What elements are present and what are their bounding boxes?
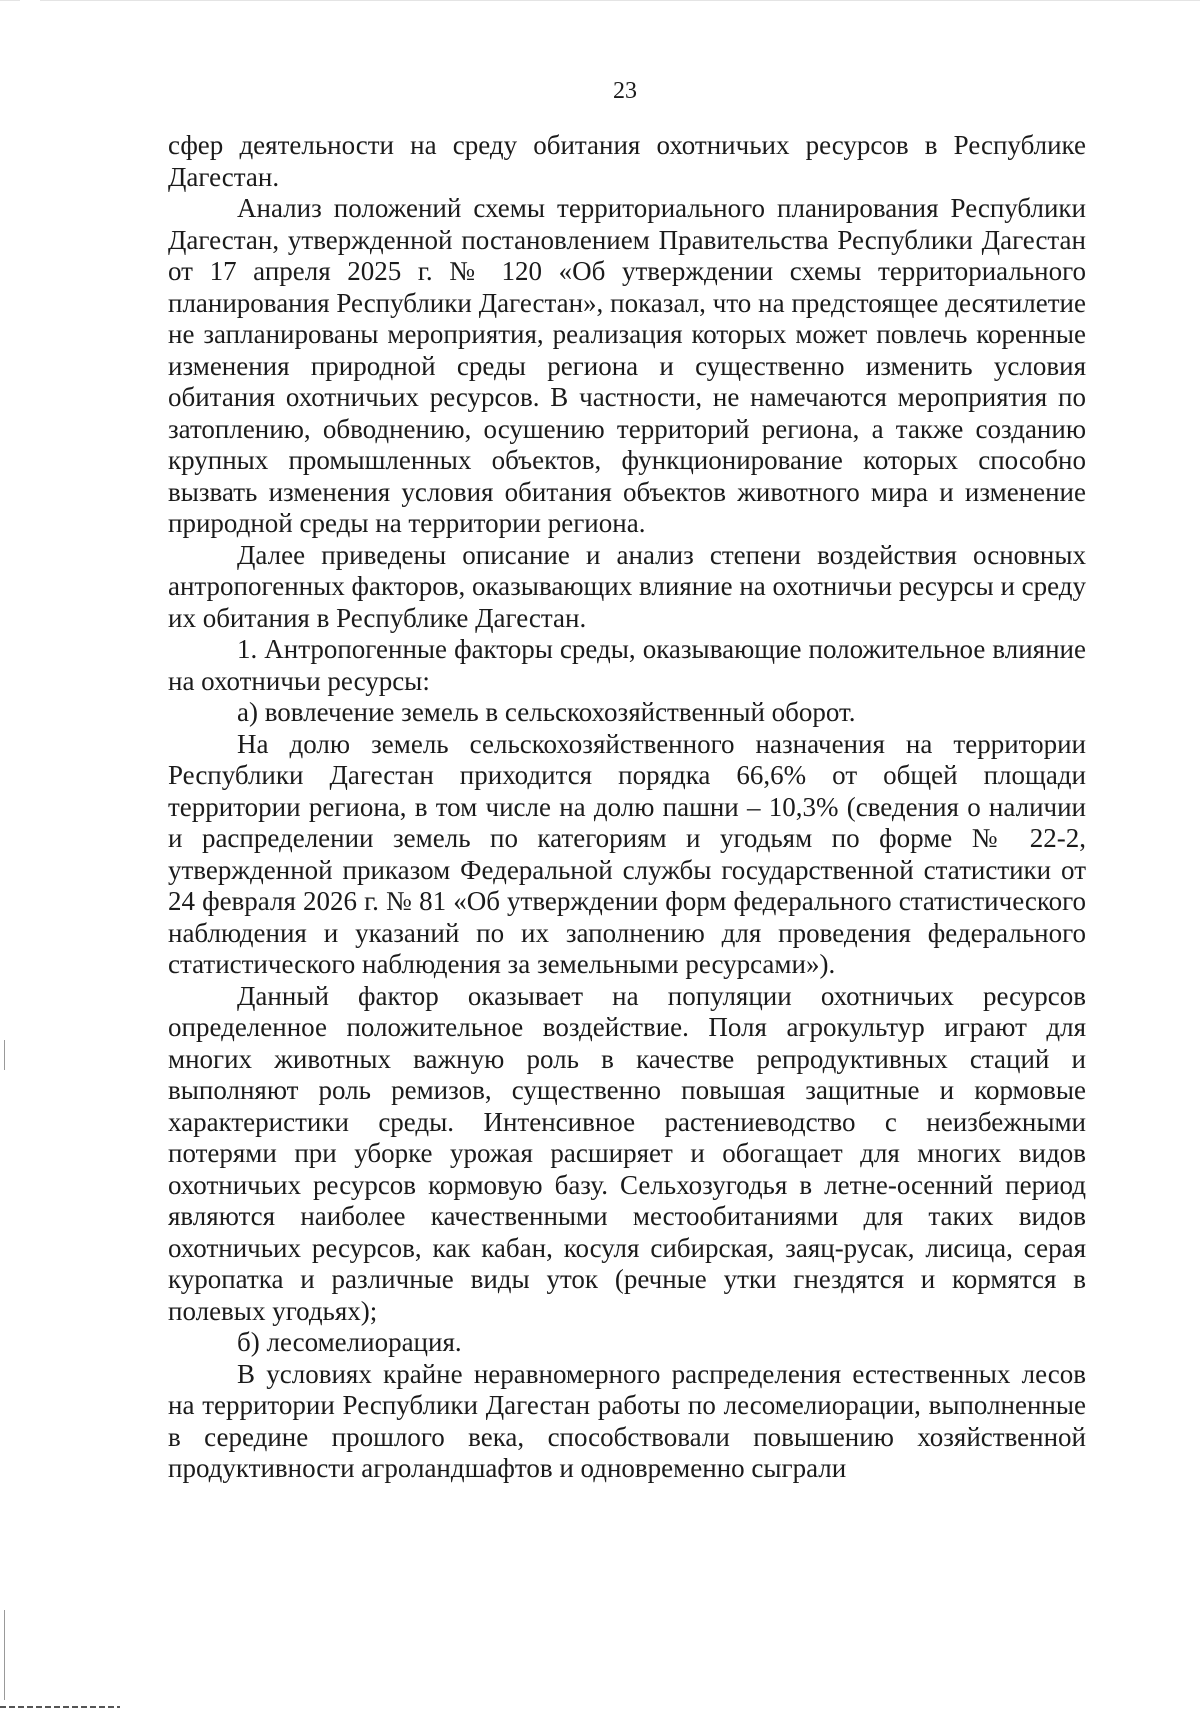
paragraph: На долю земель сельскохозяйственного назначения на территории Республики Дагестан приходится порядка 66,6% от общей площади территории региона, в том числе на долю пашни – 10,3% (сведения о наличии и распределении земель по категориям и угодьям по форме № 22-2, утвержденной приказом Федеральной службы государственной статистики от 24 февраля 2026 г. № 81 «Об утверждении форм федерального статистического наблюдения и указаний по их заполнению для проведения федерального статистического наблюдения за земельными ресурсами»). [168,728,1086,979]
paragraph: Анализ положений схемы территориального планирования Республики Дагестан, утвержденной постановлением Правительства Республики Дагестан от 17 апреля 2025 г. № 120 «Об утверждении схемы территориального планирования Республики Дагестан», показал, что на предстоящее десятилетие не запланированы мероприятия, реализация которых может повлечь коренные изменения природной среды региона и существенно изменить условия обитания охотничьих ресурсов. В частности, не намечаются мероприятия по затоплению, обводнению, осушению территорий региона, а также созданию крупных промышленных объектов, функционирование которых способно вызвать изменения условия обитания объектов животного мира и изменение природной среды на территории региона. [168,193,1086,538]
paragraph: Далее приведены описание и анализ степени воздействия основных антропогенных факторов, оказывающих влияние на охотничьи ресурсы и среду их обитания в Республике Дагестан. [168,539,1086,633]
scan-left-edge-mark [4,1040,5,1070]
scan-left-edge-mark [4,1610,5,1700]
page-number: 23 [613,78,637,104]
paragraph: Данный фактор оказывает на популяции охотничьих ресурсов определенное положительное воздействие. Поля агрокультур играют для многих животных важную роль в качестве репродуктивных стаций и выполняют роль ремизов, существенно повышая защитные и кормовые характеристики среды. Интенсивное растениеводство с неизбежными потерями при уборке урожая расширяет и обогащает для многих видов охотничьих ресурсов кормовую базу. Сельхозугодья в летне-осенний период являются наиболее качественными местообитаниями для таких видов охотничьих ресурсов, как кабан, косуля сибирская, заяц-русак, лисица, серая куропатка и различные виды уток (речные утки гнездятся и кормятся в полевых угодьях); [168,980,1086,1326]
document-body [168,130,1086,1485]
scan-top-edge [0,0,1200,1]
paragraph: б) лесомелиорация. [237,1327,462,1357]
paragraph: сфер деятельности на среду обитания охотничьих ресурсов в Республике Дагестан. [168,130,1086,192]
paragraph: 1. Антропогенные факторы среды, оказывающие положительное влияние на охотничьи ресурсы: [168,634,1086,696]
paragraph: В условиях крайне неравномерного распределения естественных лесов на территории Республики Дагестан работы по лесомелиорации, выполненные в середине прошлого века, способствовали повышению хозяйственной продуктивности агроландшафтов и одновременно сыграли [168,1358,1086,1483]
paragraph: а) вовлечение земель в сельскохозяйственный оборот. [237,697,856,727]
scan-bottom-edge [0,1706,120,1708]
